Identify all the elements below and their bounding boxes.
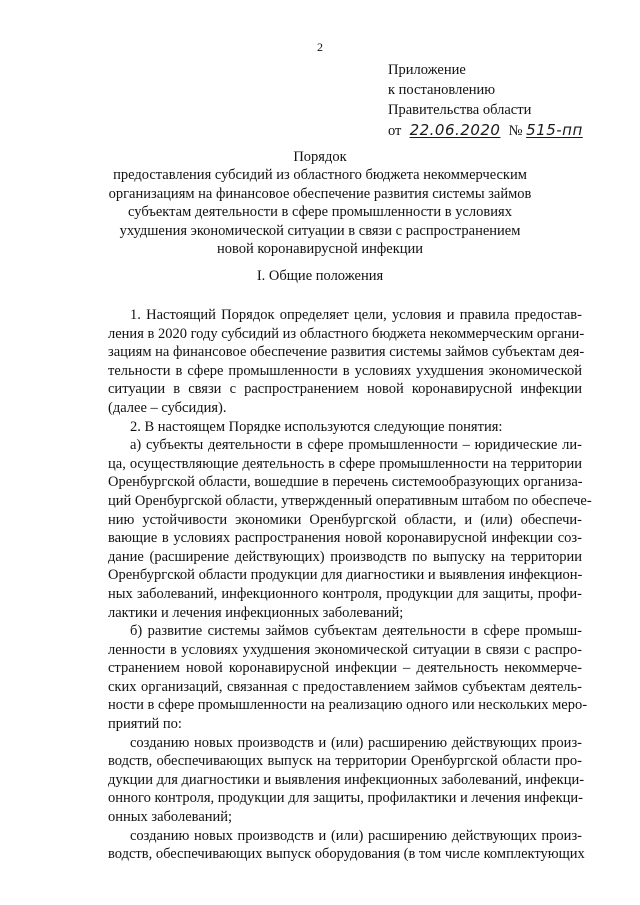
text-line: ца, осуществляющие деятельность в сфере промышленности на территории: [108, 455, 582, 472]
text-line: онного контроля, продукции для защиты, профилактики и лечения инфекци-: [108, 790, 583, 807]
text-line: ленности в условиях ухудшения экономической ситуации в связи с распро-: [108, 641, 582, 658]
text-line: лактики и лечения инфекционных заболеваний;: [108, 604, 404, 621]
text-line: зациям на финансовое обеспечение развития системы займов субъектам дея-: [108, 344, 585, 361]
page-number: 2: [317, 40, 323, 54]
from-label: от: [388, 123, 402, 139]
text-line: водств, обеспечивающих выпуск на территории Оренбургской области про-: [108, 753, 582, 770]
text-line: ций Оренбургской области, утвержденный оперативным штабом по обеспече-: [108, 492, 592, 509]
title-line: новой коронавирусной инфекции: [216, 241, 424, 258]
title-line: предоставления субсидий из областного бюджета некоммерческим: [113, 167, 527, 184]
handwritten-date: 22.06.2020: [409, 121, 501, 139]
text-line: ситуации в связи с распространением новой коронавирусной инфекции: [108, 381, 582, 398]
text-line: ления в 2020 году субсидий из областного бюджета некоммерческим органи-: [108, 325, 585, 342]
text-line: Оренбургской области, вошедшие в перечень системообразующих организа-: [108, 474, 583, 491]
appendix-line-3: Правительства области: [388, 102, 532, 118]
number-label: №: [508, 123, 523, 139]
document-title: [90, 148, 550, 258]
section-heading: I. Общие положения: [256, 268, 384, 284]
text-line: 1. Настоящий Порядок определяет цели, условия и правила предостав-: [130, 307, 582, 323]
title-heading: Порядок: [293, 149, 347, 165]
text-line: созданию новых производств и (или) расширению действующих произ-: [130, 734, 582, 751]
appendix-line-2: к постановлению: [388, 82, 496, 98]
title-line: ухудшения экономической ситуации в связи с распространением: [119, 222, 521, 239]
text-line: дание (расширение действующих) производств по выпуску на территории: [108, 548, 582, 565]
text-line: ных заболеваний, инфекционного контроля, продукции для защиты, профи-: [108, 585, 582, 602]
text-line: онных заболеваний;: [108, 809, 233, 826]
title-line: организациям на финансовое обеспечение развития системы займов: [108, 185, 532, 202]
text-line: (далее – субсидия).: [108, 399, 227, 416]
body-text: [108, 306, 592, 864]
text-line: ских организаций, связанная с предоставлением займов субъектам деятель-: [108, 678, 582, 695]
title-line: субъектам деятельности в сфере промышленности в условиях: [128, 204, 512, 221]
appendix-date-line: [388, 120, 628, 141]
text-line: дукции для диагностики и выявления инфекционных заболеваний, инфекци-: [108, 771, 585, 788]
appendix-line-1: Приложение: [388, 62, 466, 78]
text-line: приятий по:: [108, 716, 182, 733]
text-line: ности в сфере промышленности на реализацию одного или нескольких меро-: [108, 697, 588, 714]
text-line: водств, обеспечивающих выпуск оборудования (в том числе комплектующих: [108, 846, 585, 863]
text-line: 2. В настоящем Порядке используются следующие понятия:: [130, 418, 503, 435]
text-line: б) развитие системы займов субъектам деятельности в сфере промыш-: [130, 623, 582, 640]
appendix-block: [388, 60, 628, 141]
text-line: странением новой коронавирусной инфекции – деятельность некоммерче-: [108, 660, 582, 677]
text-line: тельности в сфере промышленности в условиях ухудшения экономической: [108, 362, 582, 379]
text-line: а) субъекты деятельности в сфере промышленности – юридические ли-: [130, 437, 582, 454]
text-line: Оренбургской области продукции для диагностики и выявления инфекцион-: [108, 567, 583, 584]
text-line: созданию новых производств и (или) расширению действующих произ-: [130, 827, 582, 844]
text-line: нию устойчивости экономики Оренбургской области, и (или) обеспечи-: [108, 511, 582, 528]
text-line: вающие в условиях распространения новой коронавирусной инфекции соз-: [108, 530, 582, 547]
handwritten-number: 515-пп: [526, 121, 583, 139]
